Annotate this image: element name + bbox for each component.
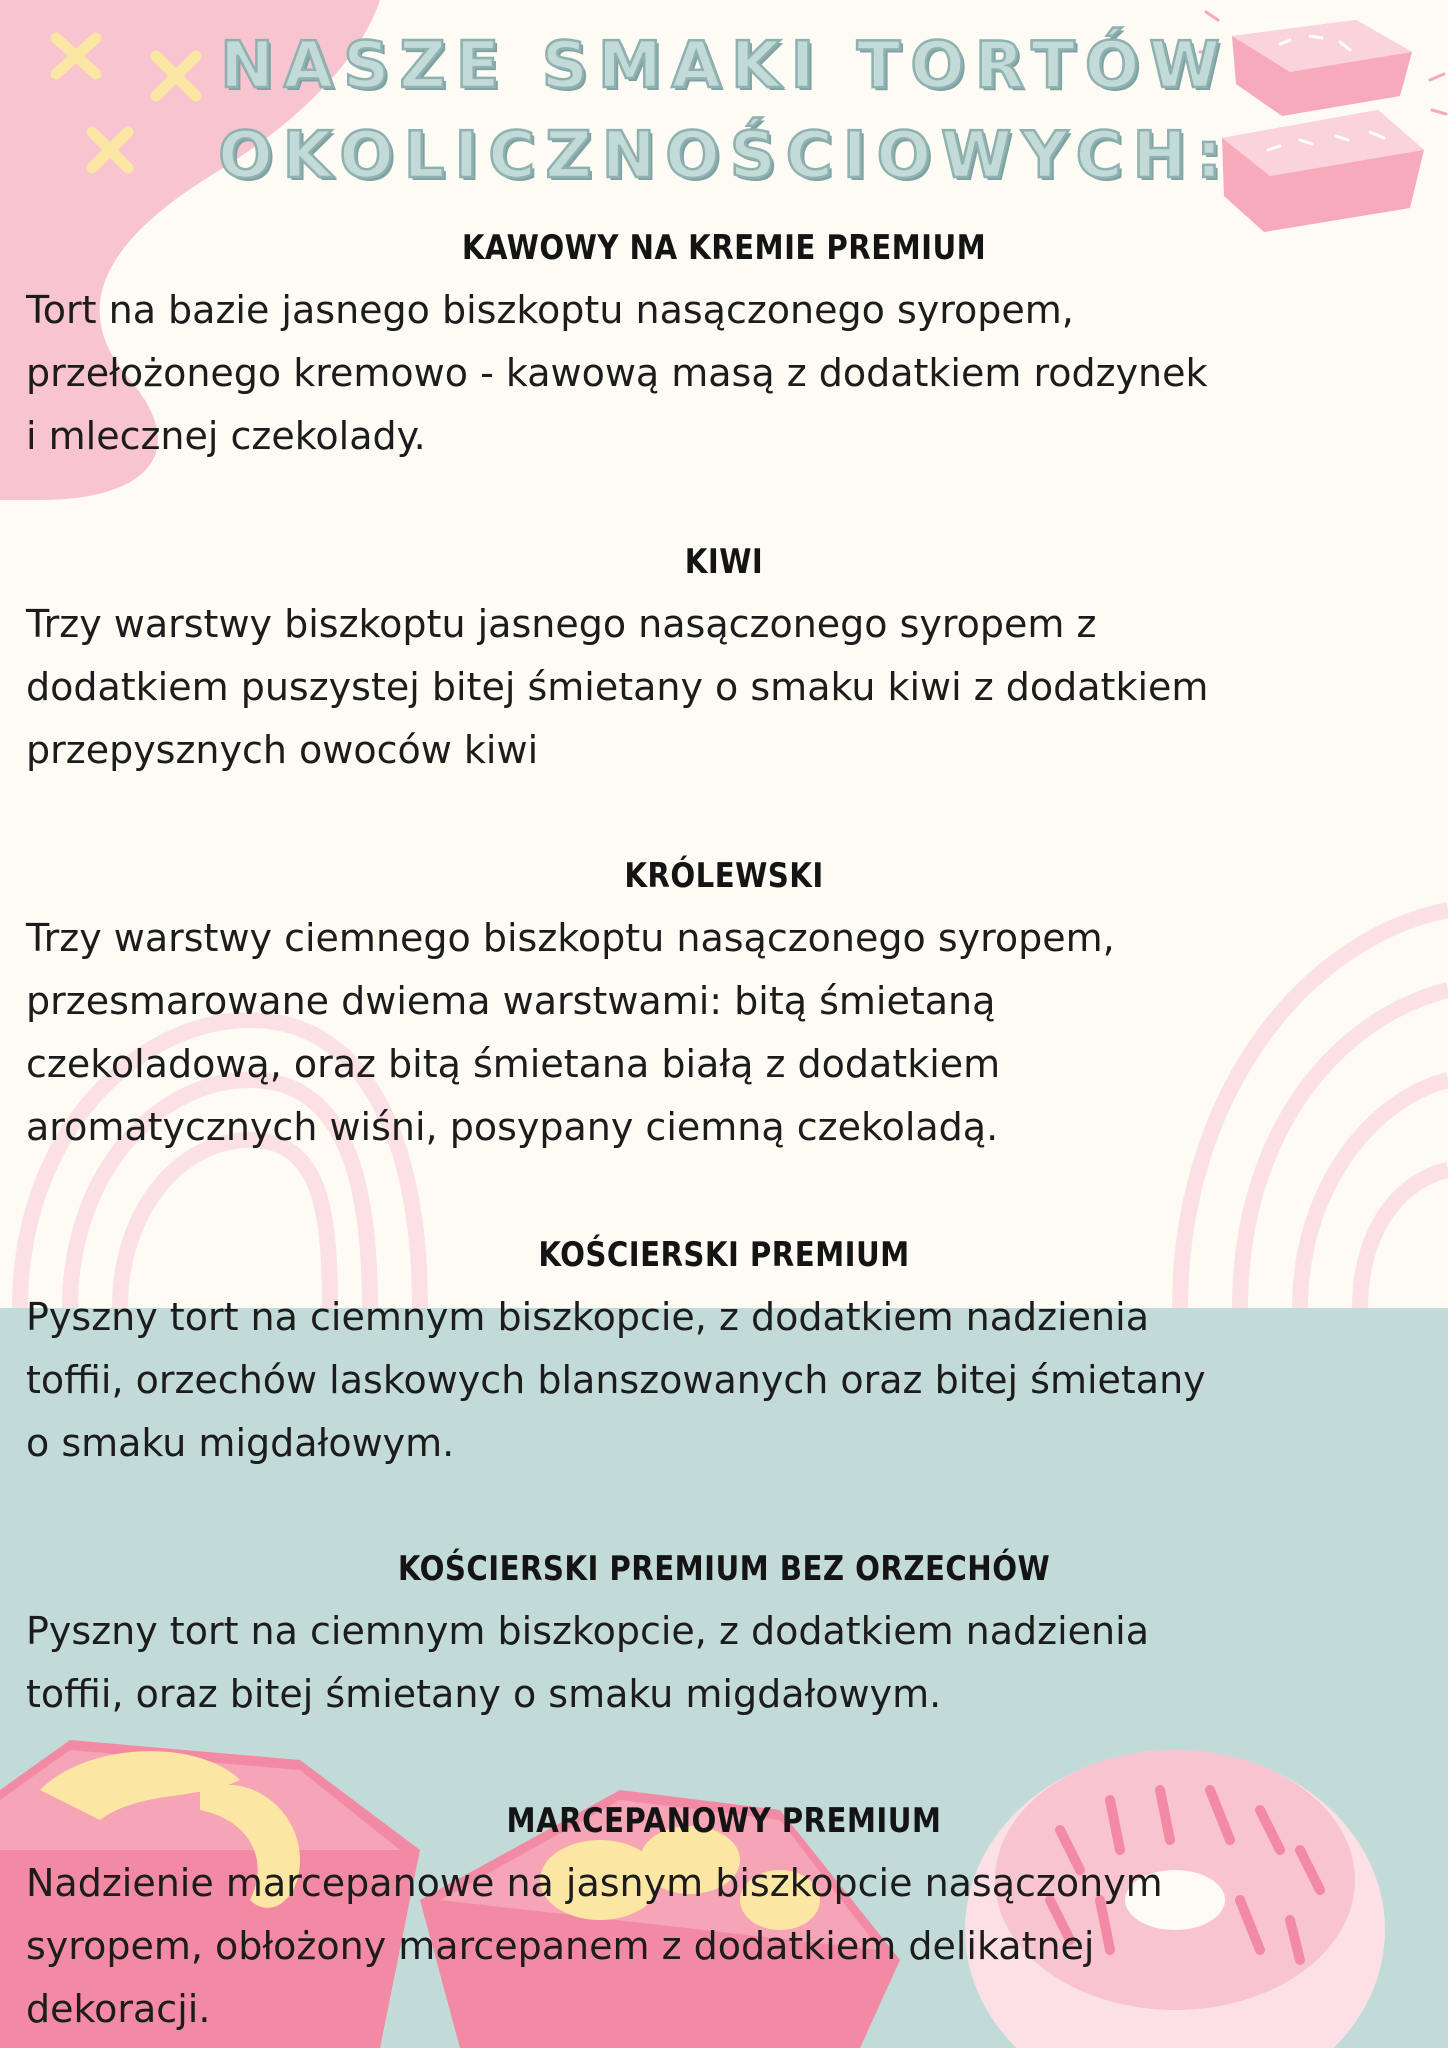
page-title-line-1: NASZE SMAKI TORTÓW xyxy=(220,29,1230,103)
flavor-desc-krolewski-line-4: aromatycznych wiśni, posypany ciemną czekoladą. xyxy=(26,1105,999,1149)
flavor-desc-kawowy-line-2: przełożonego kremowo - kawową masą z dodatkiem rodzynek xyxy=(26,351,1208,395)
flavor-heading-kawowy: KAWOWY NA KREMIE PREMIUM xyxy=(461,228,987,268)
flavor-desc-marcepanowy-line-3: dekoracji. xyxy=(26,1987,211,2031)
flavor-desc-kiwi-line-3: przepysznych owoców kiwi xyxy=(26,728,539,772)
flavor-desc-krolewski-line-2: przesmarowane dwiema warstwami: bitą śmietaną xyxy=(26,979,996,1023)
flavor-desc-koscierski-bez-orzechow-line-1: Pyszny tort na ciemnym biszkopcie, z dodatkiem nadzienia xyxy=(26,1609,1149,1653)
flavor-desc-krolewski-line-3: czekoladową, oraz bitą śmietana białą z dodatkiem xyxy=(26,1042,1001,1086)
page-title-line-2: OKOLICZNOŚCIOWYCH: xyxy=(218,119,1232,193)
flavor-desc-koscierski-bez-orzechow-line-2: toffii, oraz bitej śmietany o smaku migdałowym. xyxy=(26,1672,942,1716)
flavor-desc-kawowy-line-3: i mlecznej czekolady. xyxy=(26,414,426,458)
flavor-desc-koscierski-line-3: o smaku migdałowym. xyxy=(26,1421,455,1465)
flavor-desc-koscierski-line-1: Pyszny tort na ciemnym biszkopcie, z dodatkiem nadzienia xyxy=(26,1295,1149,1339)
flavor-desc-marcepanowy-line-1: Nadzienie marcepanowe na jasnym biszkopcie nasączonym xyxy=(26,1861,1163,1905)
flavor-desc-koscierski-line-2: toffii, orzechów laskowych blanszowanych oraz bitej śmietany xyxy=(26,1358,1206,1402)
flavor-heading-kiwi: KIWI xyxy=(684,542,764,582)
flavor-desc-kiwi-line-1: Trzy warstwy biszkoptu jasnego nasączonego syropem z xyxy=(26,602,1097,646)
flavor-desc-kawowy-line-1: Tort na bazie jasnego biszkoptu nasączonego syropem, xyxy=(26,288,1074,332)
flavor-heading-koscierski-bez-orzechow: KOŚCIERSKI PREMIUM BEZ ORZECHÓW xyxy=(397,1549,1051,1589)
flavor-desc-marcepanowy-line-2: syropem, obłożony marcepanem z dodatkiem delikatnej xyxy=(26,1924,1095,1968)
flavor-heading-krolewski: KRÓLEWSKI xyxy=(624,856,824,896)
flavor-desc-krolewski-line-1: Trzy warstwy ciemnego biszkoptu nasączonego syropem, xyxy=(26,916,1115,960)
flavor-heading-marcepanowy: MARCEPANOWY PREMIUM xyxy=(506,1801,942,1841)
flavor-desc-kiwi-line-2: dodatkiem puszystej bitej śmietany o smaku kiwi z dodatkiem xyxy=(26,665,1209,709)
flavor-heading-koscierski: KOŚCIERSKI PREMIUM xyxy=(538,1235,910,1275)
